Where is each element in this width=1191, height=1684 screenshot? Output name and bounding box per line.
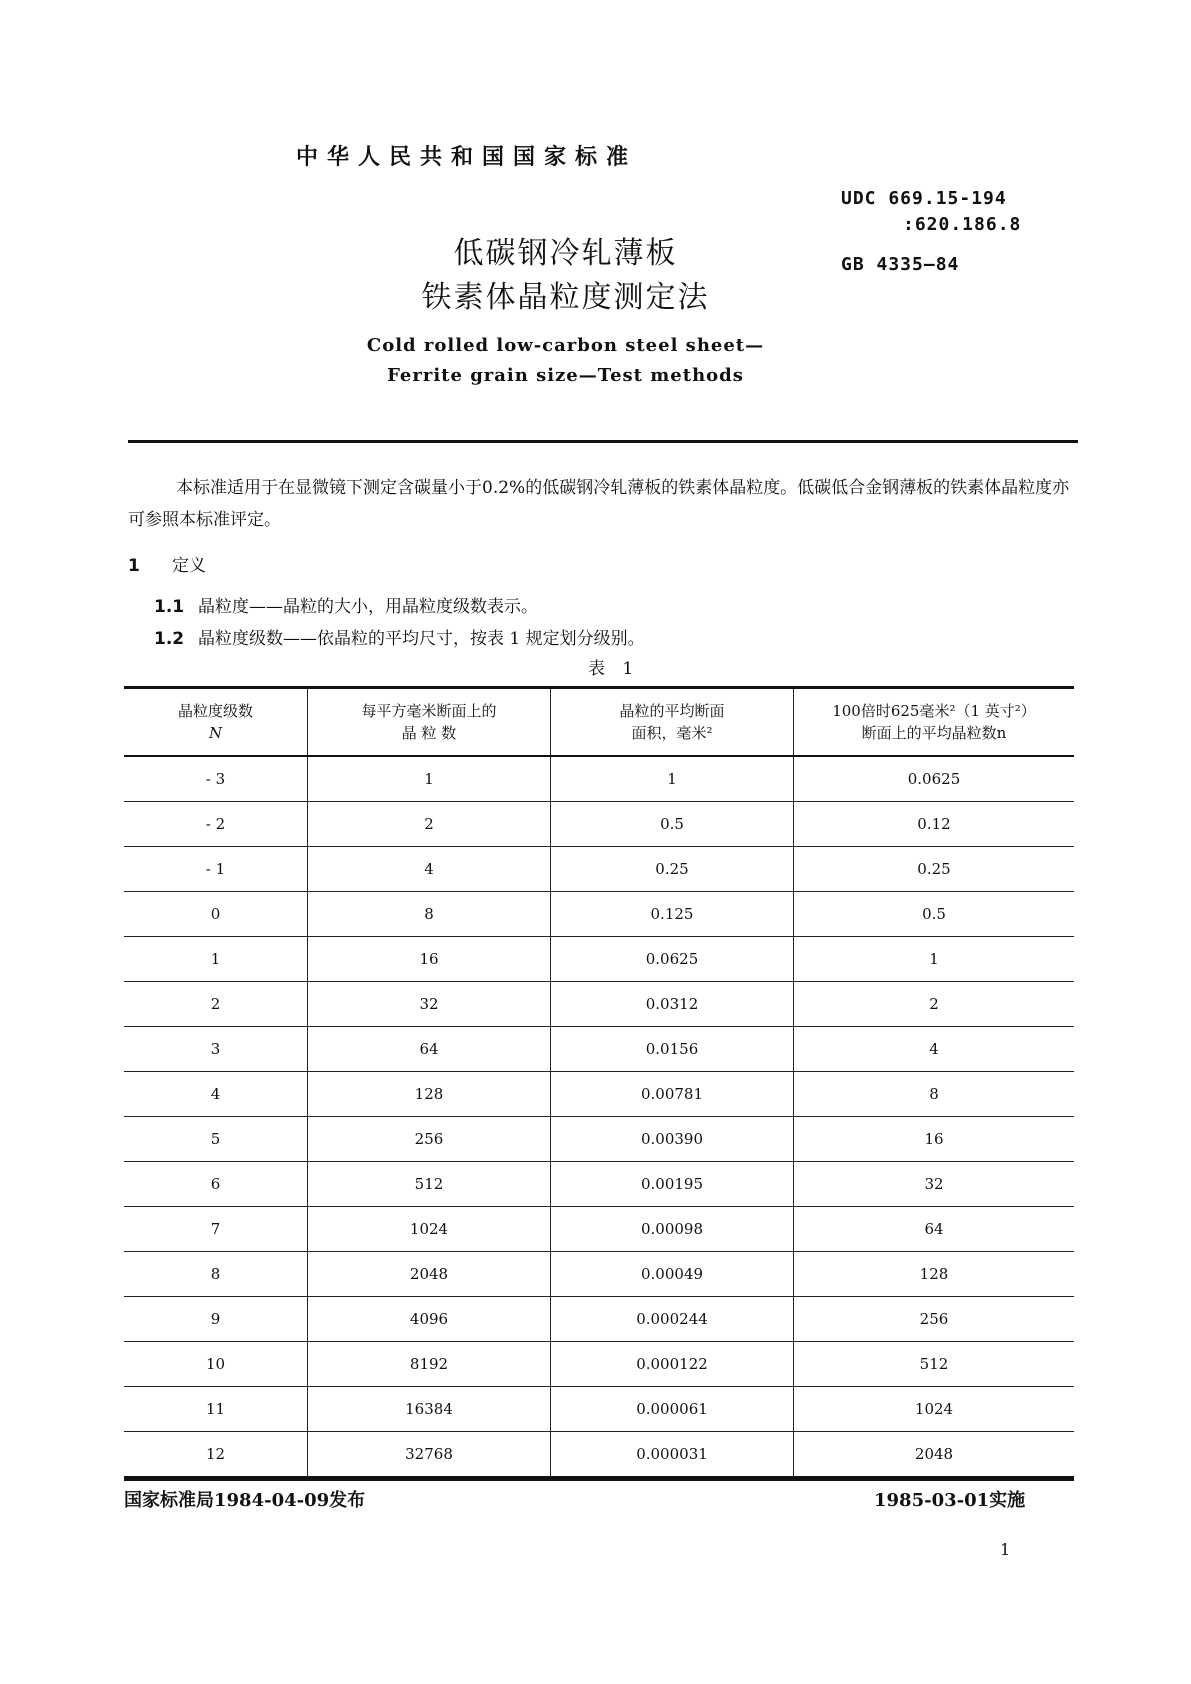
table-row bbox=[124, 802, 1074, 847]
page-number: 1 bbox=[1000, 1540, 1011, 1559]
table-cell: 1024 bbox=[308, 1207, 551, 1252]
table-cell: 0.00390 bbox=[551, 1117, 794, 1162]
table-cell: 256 bbox=[308, 1117, 551, 1162]
table-cell: 2048 bbox=[794, 1432, 1075, 1478]
table-cell: 0.0625 bbox=[794, 756, 1075, 802]
table-cell: 0.125 bbox=[551, 892, 794, 937]
table-cell: 64 bbox=[308, 1027, 551, 1072]
table-row bbox=[124, 1027, 1074, 1072]
table-cell: 0.00049 bbox=[551, 1252, 794, 1297]
udc-line-1: UDC 669.15-194 bbox=[841, 188, 1007, 209]
effective-date: 1985-03-01实施 bbox=[874, 1490, 1026, 1511]
item-1-1-number: 1.1 bbox=[154, 597, 185, 617]
item-1-2-text: 晶粒度级数——依晶粒的平均尺寸，按表 1 规定划分级别。 bbox=[198, 629, 645, 649]
table-cell: 0.5 bbox=[551, 802, 794, 847]
table-row bbox=[124, 1207, 1074, 1252]
table-cell: 0.00195 bbox=[551, 1162, 794, 1207]
title-en-line-2: Ferrite grain size—Test methods bbox=[387, 365, 744, 386]
table-cell: 0.5 bbox=[794, 892, 1075, 937]
table-row bbox=[124, 756, 1074, 802]
udc-line-2: :620.186.8 bbox=[903, 214, 1022, 235]
issued-date: 国家标准局1984-04-09发布 bbox=[124, 1490, 366, 1511]
table-header-row bbox=[124, 688, 1074, 757]
header-grains-per-mm2: 每平方毫米断面上的 晶 粒 数 bbox=[308, 688, 551, 757]
table-cell: 8 bbox=[308, 892, 551, 937]
footer-divider bbox=[124, 1478, 1074, 1481]
section-1-heading bbox=[128, 551, 206, 576]
table-cell: 0 bbox=[124, 892, 308, 937]
table-cell: 1 bbox=[551, 756, 794, 802]
table-cell: 128 bbox=[308, 1072, 551, 1117]
header-mean-area: 晶粒的平均断面 面积，毫米² bbox=[551, 688, 794, 757]
table-cell: 0.25 bbox=[551, 847, 794, 892]
table-cell: 0.000244 bbox=[551, 1297, 794, 1342]
table-cell: 4 bbox=[124, 1072, 308, 1117]
table-cell: 0.0312 bbox=[551, 982, 794, 1027]
table-cell: 0.0625 bbox=[551, 937, 794, 982]
table-cell: 32768 bbox=[308, 1432, 551, 1478]
gb-code: GB 4335—84 bbox=[841, 254, 960, 275]
table-cell: 512 bbox=[794, 1342, 1075, 1387]
item-1-2-number: 1.2 bbox=[154, 629, 185, 649]
table-cell: 2 bbox=[794, 982, 1075, 1027]
table-cell: 0.0156 bbox=[551, 1027, 794, 1072]
table-cell: 1024 bbox=[794, 1387, 1075, 1432]
table-cell: 1 bbox=[124, 937, 308, 982]
table-cell: 1 bbox=[308, 756, 551, 802]
national-standard-heading: 中华人民共和国国家标准 bbox=[296, 144, 638, 170]
table-row bbox=[124, 1117, 1074, 1162]
table-cell: 32 bbox=[308, 982, 551, 1027]
table-cell: 16 bbox=[794, 1117, 1075, 1162]
table-row bbox=[124, 1342, 1074, 1387]
table-cell: 5 bbox=[124, 1117, 308, 1162]
table-cell: 2 bbox=[124, 982, 308, 1027]
table-row bbox=[124, 1387, 1074, 1432]
table-cell: 9 bbox=[124, 1297, 308, 1342]
table-cell: 8 bbox=[794, 1072, 1075, 1117]
table-cell: 16384 bbox=[308, 1387, 551, 1432]
item-1-1-text: 晶粒度——晶粒的大小，用晶粒度级数表示。 bbox=[198, 597, 538, 617]
section-1-number: 1 bbox=[128, 556, 140, 576]
table-cell: 10 bbox=[124, 1342, 308, 1387]
table-cell: 8 bbox=[124, 1252, 308, 1297]
table-row bbox=[124, 937, 1074, 982]
table-row bbox=[124, 1297, 1074, 1342]
grain-size-table bbox=[124, 686, 1074, 1479]
table-cell: 4096 bbox=[308, 1297, 551, 1342]
table-cell: 6 bbox=[124, 1162, 308, 1207]
table-cell: 32 bbox=[794, 1162, 1075, 1207]
title-en-line-1: Cold rolled low-carbon steel sheet— bbox=[366, 335, 765, 356]
table-cell: 2 bbox=[308, 802, 551, 847]
table-row bbox=[124, 1432, 1074, 1478]
table-cell: 0.12 bbox=[794, 802, 1075, 847]
table-cell: 11 bbox=[124, 1387, 308, 1432]
table-cell: 0.000031 bbox=[551, 1432, 794, 1478]
table-row bbox=[124, 1252, 1074, 1297]
table-cell: 7 bbox=[124, 1207, 308, 1252]
table-cell: 0.000122 bbox=[551, 1342, 794, 1387]
table-cell: 256 bbox=[794, 1297, 1075, 1342]
table-cell: 12 bbox=[124, 1432, 308, 1478]
item-1-1 bbox=[154, 592, 538, 617]
table-row bbox=[124, 1072, 1074, 1117]
title-cn-line-2: 铁素体晶粒度测定法 bbox=[421, 280, 710, 315]
table-cell: - 1 bbox=[124, 847, 308, 892]
table-cell: 0.00098 bbox=[551, 1207, 794, 1252]
table-cell: 16 bbox=[308, 937, 551, 982]
table-cell: 0.000061 bbox=[551, 1387, 794, 1432]
section-1-title: 定义 bbox=[172, 556, 206, 576]
table-cell: 2048 bbox=[308, 1252, 551, 1297]
table-row bbox=[124, 847, 1074, 892]
table-cell: - 3 bbox=[124, 756, 308, 802]
table-row bbox=[124, 892, 1074, 937]
table-cell: 4 bbox=[794, 1027, 1075, 1072]
header-mean-grains-at-100x: 100倍时625毫米²（1 英寸²） 断面上的平均晶粒数n bbox=[794, 688, 1075, 757]
table-cell: 4 bbox=[308, 847, 551, 892]
intro-paragraph: 本标准适用于在显微镜下测定含碳量小于0.2%的低碳钢冷轧薄板的铁素体晶粒度。低碳低合金钢薄板的铁素体晶粒度亦可参照本标准评定。 bbox=[128, 478, 1070, 530]
header-divider bbox=[128, 440, 1078, 443]
table-row bbox=[124, 1162, 1074, 1207]
table-cell: 0.00781 bbox=[551, 1072, 794, 1117]
table-cell: 1 bbox=[794, 937, 1075, 982]
header-grain-size-number: 晶粒度级数 N bbox=[124, 688, 308, 757]
table-cell: 512 bbox=[308, 1162, 551, 1207]
table-cell: 3 bbox=[124, 1027, 308, 1072]
table-row bbox=[124, 982, 1074, 1027]
table-caption: 表 1 bbox=[588, 659, 640, 679]
title-cn-line-1: 低碳钢冷轧薄板 bbox=[453, 236, 678, 271]
table-cell: 64 bbox=[794, 1207, 1075, 1252]
table-cell: 0.25 bbox=[794, 847, 1075, 892]
table-cell: 128 bbox=[794, 1252, 1075, 1297]
item-1-2 bbox=[154, 624, 645, 649]
table-cell: 8192 bbox=[308, 1342, 551, 1387]
table-cell: - 2 bbox=[124, 802, 308, 847]
